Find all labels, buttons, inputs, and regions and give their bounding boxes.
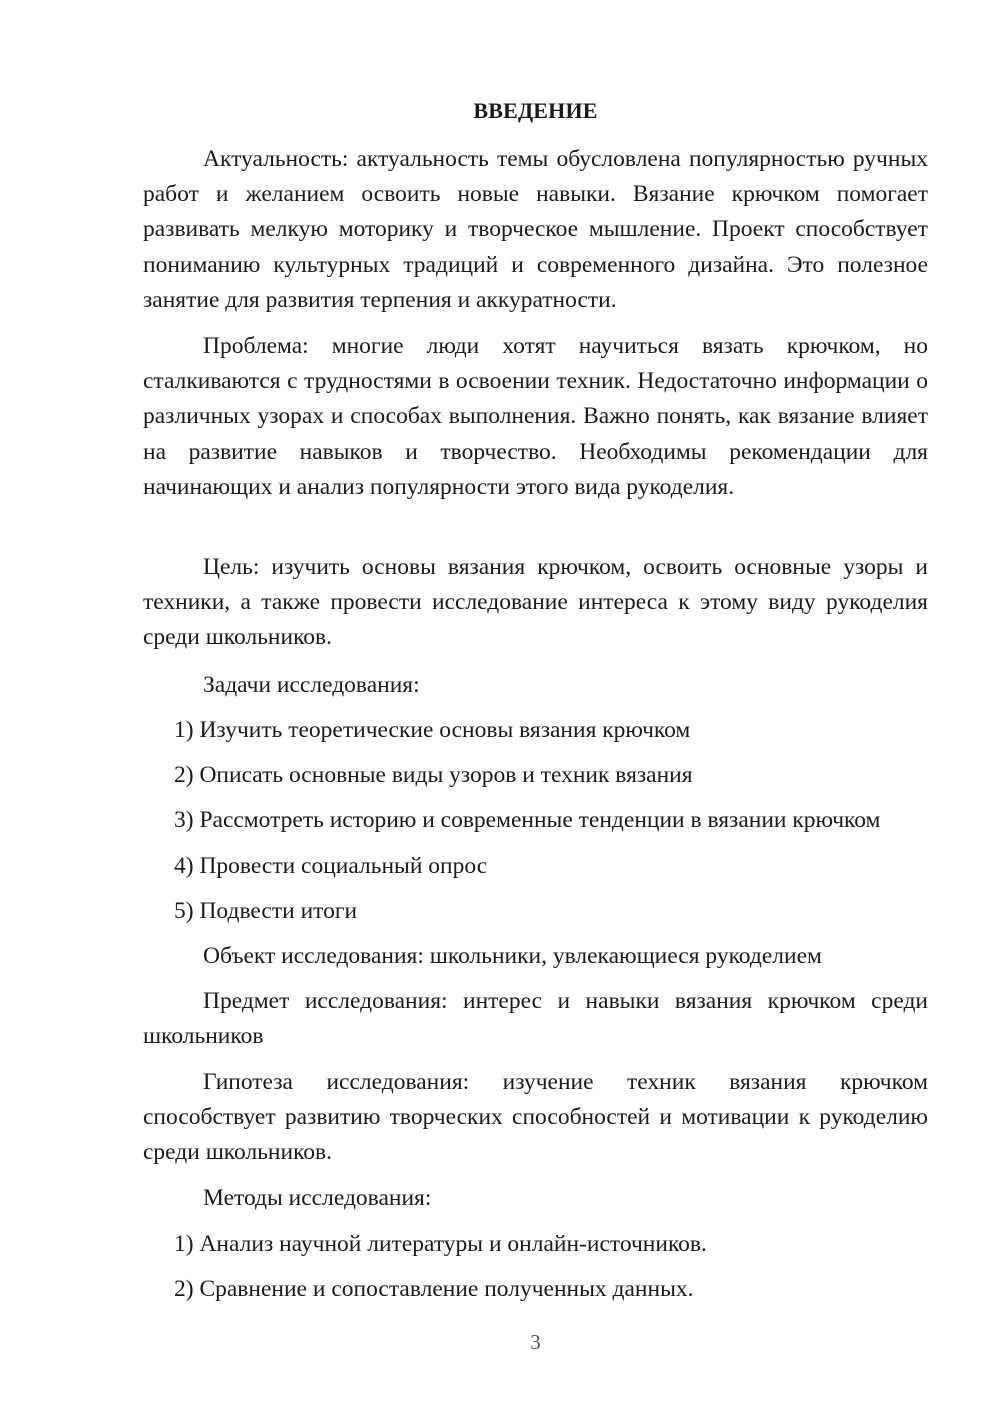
hypothesis-paragraph: Гипотеза исследования: изучение техник вязания крючком способствует развитию творческих способностей и мотивации к рукоделию среди школьников. <box>143 1069 928 1166</box>
method-item-2: 2) Сравнение и сопоставление полученных данных. <box>174 1276 694 1302</box>
problem-paragraph: Проблема: многие люди хотят научиться вязать крючком, но сталкиваются с трудностями в освоении техник. Недостаточно информации о различных узорах и способах выполнения. Важно понять, как вязание влияет на развитие навыков и творчество. Необходимы рекомендации для начинающих и анализ популярности этого вида рукоделия. <box>143 333 928 500</box>
task-item-3: 3) Рассмотреть историю и современные тенденции в вязании крючком <box>174 807 881 833</box>
object-paragraph: Объект исследования: школьники, увлекающиеся рукоделием <box>203 943 822 969</box>
tasks-heading: Задачи исследования: <box>203 672 420 698</box>
relevance-paragraph: Актуальность: актуальность темы обусловлена популярностью ручных работ и желанием освоить новые навыки. Вязание крючком помогает развивать мелкую моторику и творческое мышление. Проект способствует пониманию культурных традиций и современного дизайна. Это полезное занятие для развития терпения и аккуратности. <box>143 146 928 313</box>
task-item-4: 4) Провести социальный опрос <box>174 853 488 879</box>
goal-paragraph: Цель: изучить основы вязания крючком, освоить основные узоры и техники, а также провести исследование интереса к этому виду рукоделия среди школьников. <box>143 554 928 651</box>
section-title: ВВЕДЕНИЕ <box>473 98 598 123</box>
subject-paragraph: Предмет исследования: интерес и навыки вязания крючком среди школьников <box>143 988 928 1050</box>
methods-heading: Методы исследования: <box>203 1185 432 1211</box>
task-item-1: 1) Изучить теоретические основы вязания крючком <box>174 717 691 743</box>
task-item-5: 5) Подвести итоги <box>174 898 358 924</box>
task-item-2: 2) Описать основные виды узоров и техник вязания <box>174 762 693 788</box>
page-number: 3 <box>530 1330 541 1354</box>
document-page <box>143 0 928 1414</box>
method-item-1: 1) Анализ научной литературы и онлайн-источников. <box>174 1231 707 1257</box>
